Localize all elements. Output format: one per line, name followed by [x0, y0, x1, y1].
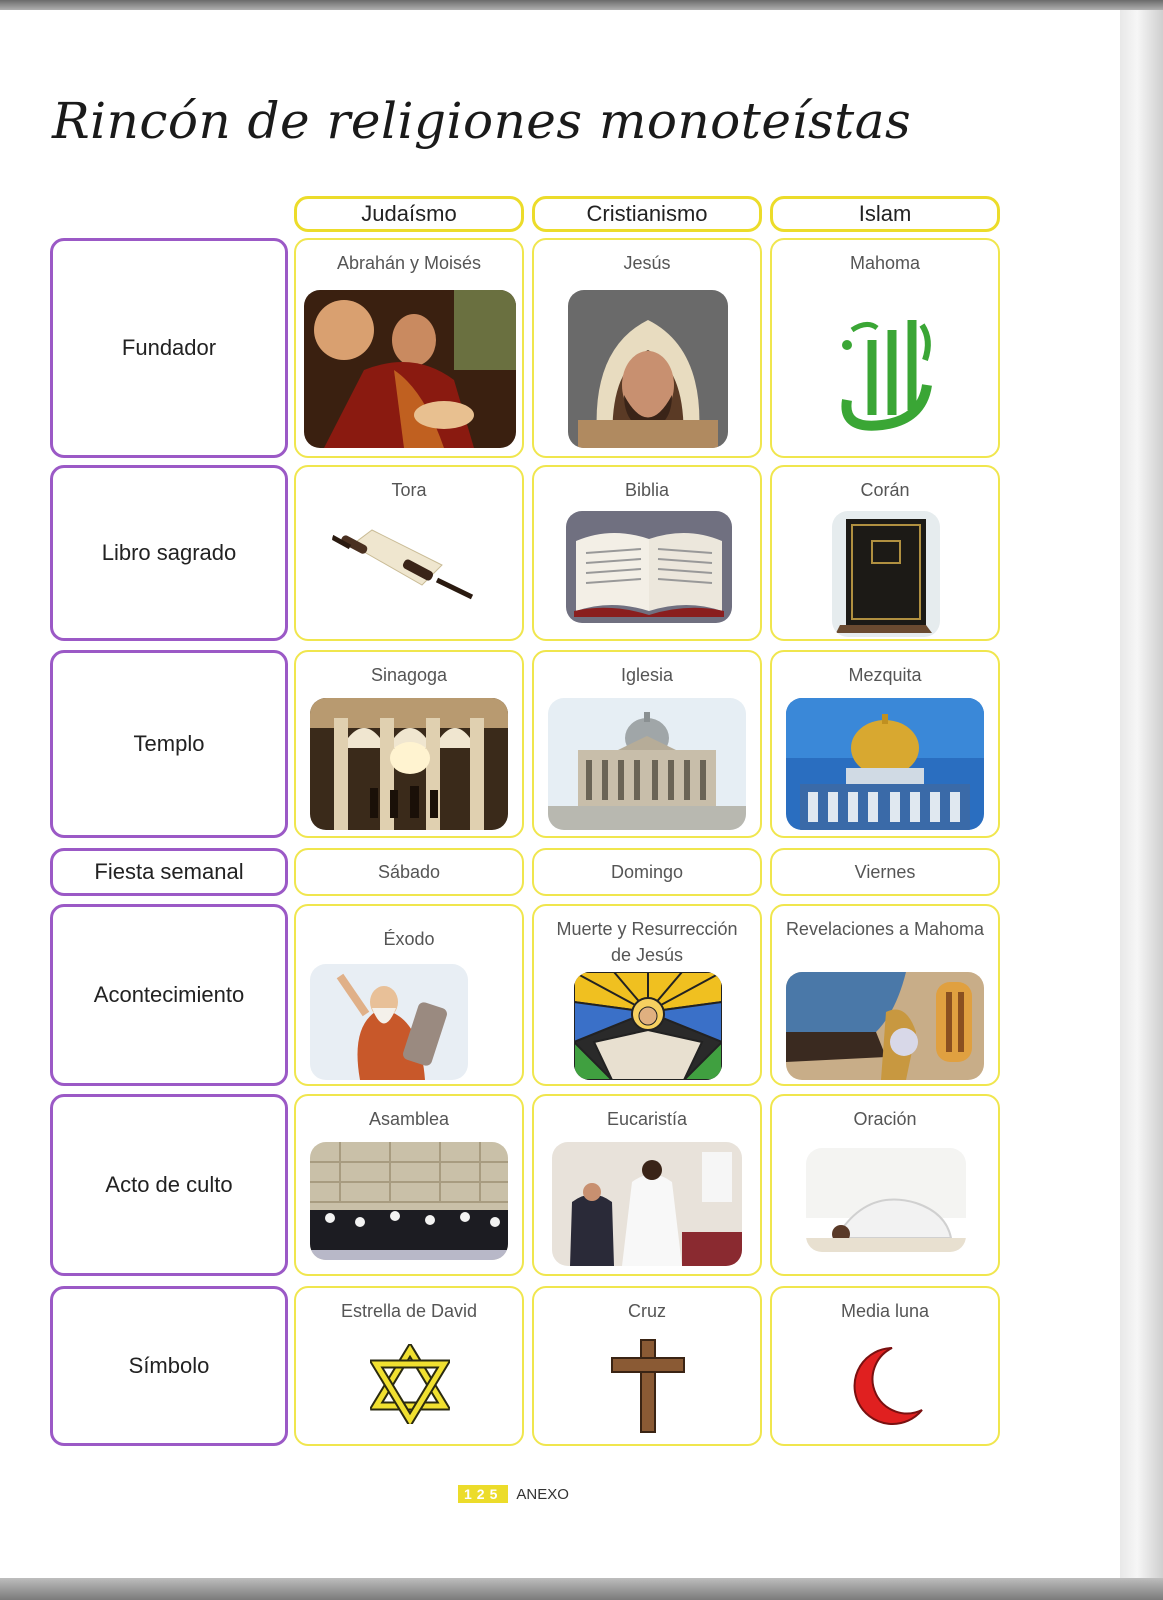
cell-text: Viernes [854, 862, 916, 882]
cell-acontecimiento-judaismo [294, 904, 524, 1086]
cell-text: Sábado [377, 862, 441, 882]
cell-text: Eucaristía [606, 1109, 688, 1129]
wall-assembly-icon [310, 1142, 508, 1260]
cell-culto-cristianismo [532, 1094, 762, 1276]
page-footer [458, 1484, 569, 1504]
stained-glass-jesus-icon [574, 972, 722, 1080]
column-header-cristianismo: Cristianismo [532, 196, 762, 232]
basilica-icon [548, 698, 746, 830]
cell-text: Media luna [840, 1301, 930, 1321]
crescent-icon [840, 1340, 930, 1430]
revelation-illustration-icon [786, 972, 984, 1080]
moses-tablets-icon [310, 964, 468, 1080]
quran-book-icon [832, 511, 940, 637]
cell-text: Mezquita [848, 665, 922, 685]
page-number: 125 [458, 1485, 508, 1503]
cell-templo-islam [770, 650, 1000, 838]
cell-templo-judaismo [294, 650, 524, 838]
cell-acontecimiento-islam [770, 904, 1000, 1086]
painting-abraham-icon [304, 290, 516, 448]
eucharist-icon [552, 1142, 742, 1266]
cell-simbolo-judaismo [294, 1286, 524, 1446]
open-bible-icon [566, 511, 732, 623]
row-label-templo: Templo [50, 650, 288, 838]
page-title: Rincón de religiones monoteístas [52, 92, 912, 150]
cell-simbolo-islam [770, 1286, 1000, 1446]
prayer-icon [806, 1148, 966, 1252]
row-label-fiesta-semanal: Fiesta semanal [50, 848, 288, 896]
allah-calligraphy-icon [827, 290, 947, 440]
torah-scroll-icon [332, 525, 482, 605]
cell-text: Oración [853, 1109, 917, 1129]
cell-text: Corán [860, 480, 910, 500]
section-label: ANEXO [516, 1485, 569, 1503]
cell-culto-judaismo [294, 1094, 524, 1276]
cell-fiesta-islam [770, 848, 1000, 896]
cell-acontecimiento-cristianismo [532, 904, 762, 1086]
cell-text: Iglesia [620, 665, 674, 685]
cell-fiesta-cristianismo [532, 848, 762, 896]
cell-simbolo-cristianismo [532, 1286, 762, 1446]
row-label-simbolo: Símbolo [50, 1286, 288, 1446]
dome-mosque-icon [786, 698, 984, 830]
scan-bottom-edge [0, 1578, 1163, 1600]
cell-text: Cruz [627, 1301, 666, 1321]
cell-text: Revelaciones a Mahoma [785, 919, 985, 939]
row-label-acto-de-culto: Acto de culto [50, 1094, 288, 1276]
star-of-david-icon [370, 1344, 450, 1424]
row-label-acontecimiento: Acontecimiento [50, 904, 288, 1086]
synagogue-interior-icon [310, 698, 508, 830]
column-header-judaismo: Judaísmo [294, 196, 524, 232]
cross-icon [608, 1336, 688, 1434]
cell-text: Jesús [623, 253, 671, 273]
cell-text: Mahoma [849, 253, 921, 273]
cell-libro-islam [770, 465, 1000, 641]
cell-fundador-judaismo [294, 238, 524, 458]
row-label-fundador: Fundador [50, 238, 288, 458]
cell-text: Asamblea [368, 1109, 450, 1129]
cell-culto-islam [770, 1094, 1000, 1276]
cell-text: Biblia [624, 480, 670, 500]
cell-text: Domingo [610, 862, 684, 882]
cell-text: Sinagoga [370, 665, 448, 685]
cell-fiesta-judaismo [294, 848, 524, 896]
cell-text: Muerte y Resurrección de Jesús [556, 919, 738, 965]
row-label-libro-sagrado: Libro sagrado [50, 465, 288, 641]
cell-libro-cristianismo [532, 465, 762, 641]
cell-fundador-islam [770, 238, 1000, 458]
cell-libro-judaismo [294, 465, 524, 641]
cell-text: Tora [391, 480, 427, 500]
cell-text: Estrella de David [340, 1301, 478, 1321]
scan-right-edge [1120, 10, 1163, 1578]
cell-templo-cristianismo [532, 650, 762, 838]
jesus-portrait-icon [568, 290, 728, 448]
cell-fundador-cristianismo [532, 238, 762, 458]
cell-text: Éxodo [383, 929, 435, 949]
column-header-islam: Islam [770, 196, 1000, 232]
cell-text: Abrahán y Moisés [336, 253, 482, 273]
